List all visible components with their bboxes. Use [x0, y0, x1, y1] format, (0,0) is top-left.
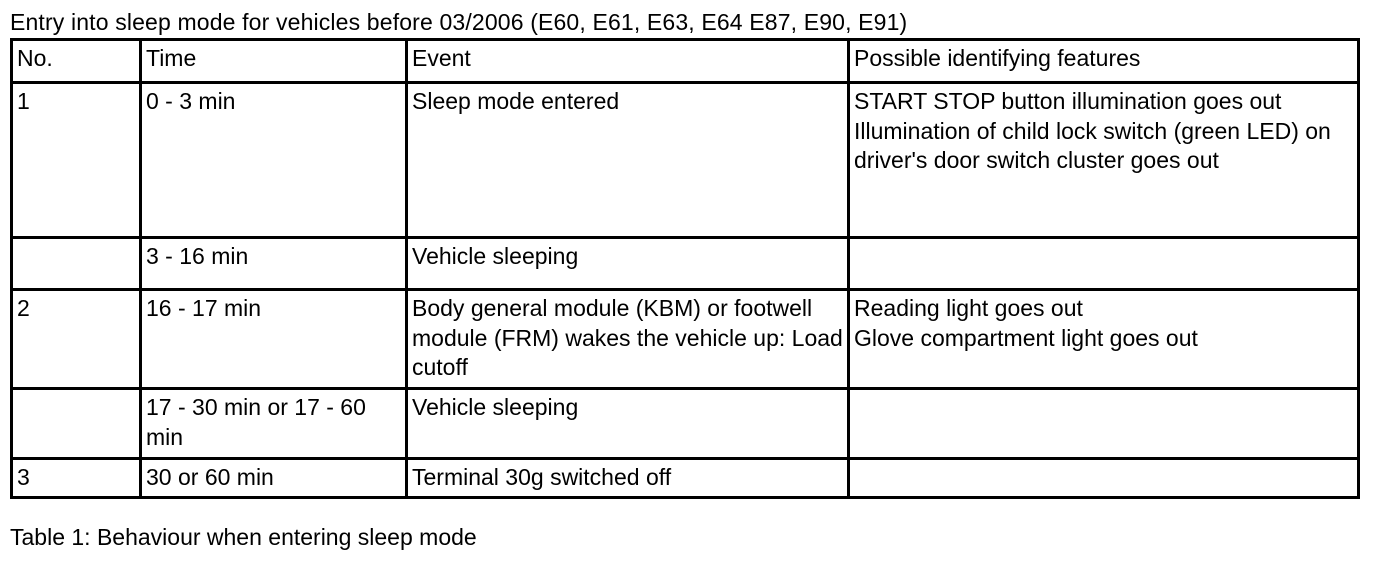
cell-features: [849, 83, 1359, 238]
cell-time: 16 - 17 min: [141, 290, 407, 389]
cell-no: 1: [12, 83, 141, 238]
table-row: [12, 83, 1359, 238]
table-row: [12, 459, 1359, 498]
cell-features: [849, 459, 1359, 498]
cell-event: Vehicle sleeping: [407, 389, 849, 459]
feature-item: START STOP button illumination goes out: [854, 88, 1282, 114]
cell-no: 2: [12, 290, 141, 389]
cell-no: [12, 238, 141, 290]
cell-event: Body general module (KBM) or footwell module (FRM) wakes the vehicle up: Load cutoff: [407, 290, 849, 389]
feature-item: Illumination of child lock switch (green LED) on driver's door switch cluster goes out: [854, 117, 1331, 173]
table-row: [12, 290, 1359, 389]
header-features: Possible identifying features: [849, 40, 1359, 83]
cell-no: 3: [12, 459, 141, 498]
cell-event: Terminal 30g switched off: [407, 459, 849, 498]
cell-no: [12, 389, 141, 459]
feature-item: Glove compartment light goes out: [854, 324, 1198, 351]
header-event: Event: [407, 40, 849, 83]
table-row: [12, 389, 1359, 459]
cell-time: 3 - 16 min: [141, 238, 407, 290]
cell-time: 17 - 30 min or 17 - 60 min: [141, 389, 407, 459]
page-heading: Entry into sleep mode for vehicles before 03/2006 (E60, E61, E63, E64 E87, E90, E91): [10, 9, 908, 35]
table-row: [12, 238, 1359, 290]
cell-time: 0 - 3 min: [141, 83, 407, 238]
table-header-row: [12, 40, 1359, 83]
cell-features: [849, 238, 1359, 290]
cell-event: Sleep mode entered: [407, 83, 849, 238]
cell-time: 30 or 60 min: [141, 459, 407, 498]
header-time: Time: [141, 40, 407, 83]
feature-item: Reading light goes out: [854, 295, 1083, 321]
cell-event: Vehicle sleeping: [407, 238, 849, 290]
cell-features: [849, 389, 1359, 459]
table-caption: Table 1: Behaviour when entering sleep mode: [10, 524, 477, 550]
header-no: No.: [12, 40, 141, 83]
sleep-mode-table: [10, 38, 1360, 499]
cell-features: [849, 290, 1359, 389]
